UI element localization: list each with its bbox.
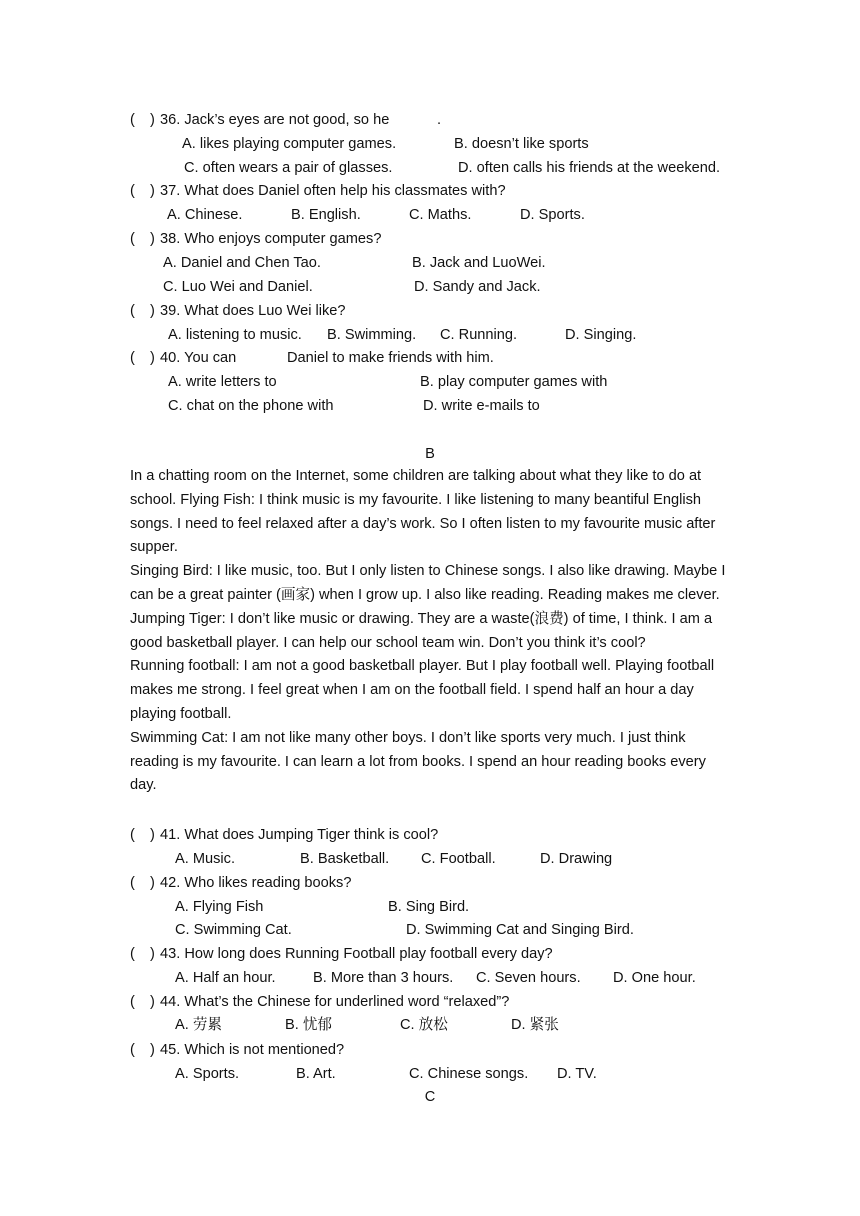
answer-paren-close: ) — [150, 303, 155, 319]
answer-paren-close: ) — [150, 1042, 155, 1058]
option-b: B. doesn’t like sports — [454, 136, 589, 152]
answer-paren-close: ) — [150, 946, 155, 962]
question-stem: 41. What does Jumping Tiger think is cool? — [160, 827, 439, 843]
answer-paren-open: ( — [130, 303, 135, 319]
question-stem: 37. What does Daniel often help his classmates with? — [160, 183, 506, 199]
option-c: C. Football. — [421, 851, 496, 867]
option-a: A. Chinese. — [167, 207, 243, 223]
option-c: C. Running. — [440, 327, 518, 343]
option-b: B. Jack and LuoWei. — [412, 255, 546, 271]
option-b: B. 忧郁 — [285, 1017, 333, 1033]
answer-paren-open: ( — [130, 875, 135, 891]
option-a: A. Sports. — [175, 1066, 240, 1082]
option-a: A. Half an hour. — [175, 970, 276, 986]
option-b: B. Sing Bird. — [388, 899, 470, 915]
option-c: C. Luo Wei and Daniel. — [163, 279, 313, 295]
option-d: D. Swimming Cat and Singing Bird. — [406, 922, 634, 938]
answer-paren-open: ( — [130, 112, 135, 128]
option-b: B. English. — [291, 207, 361, 223]
passage-paragraph: In a chatting room on the Internet, some children are talking about what they like to do at school. Flying Fish: I think music is my favourite. I like listening to many beantiful English songs. I need to feel relaxed after a day’s work. So I often listen to my favourite music after supper. — [130, 468, 716, 556]
option-c: C. Seven hours. — [476, 970, 581, 986]
passage-paragraph: Running football: I am not a good basketball player. But I play football well. Playing football makes me strong. I feel great when I am on the football field. I spend half an hour a day playing football. — [130, 658, 715, 722]
option-a: A. Daniel and Chen Tao. — [163, 255, 321, 271]
answer-paren-open: ( — [130, 994, 135, 1010]
option-d: D. Sports. — [520, 207, 585, 223]
answer-paren-close: ) — [150, 112, 155, 128]
option-c: C. Swimming Cat. — [175, 922, 292, 938]
answer-paren-close: ) — [150, 231, 155, 247]
option-d: D. Singing. — [565, 327, 637, 343]
blank-end: . — [437, 112, 442, 128]
option-a: A. listening to music. — [168, 327, 302, 343]
passage-paragraph: Singing Bird: I like music, too. But I only listen to Chinese songs. I also like drawing. Maybe I can be a great painter (画家) when I grow up. I also like reading. Reading makes me clever. — [130, 563, 726, 603]
option-b: B. Basketball. — [300, 851, 390, 867]
answer-paren-open: ( — [130, 1042, 135, 1058]
option-d: D. write e-mails to — [423, 398, 540, 414]
answer-paren-close: ) — [150, 994, 155, 1010]
option-a: A. likes playing computer games. — [182, 136, 397, 152]
question-stem: 38. Who enjoys computer games? — [160, 231, 382, 247]
answer-paren-close: ) — [150, 875, 155, 891]
option-d: D. Drawing — [540, 851, 613, 867]
answer-paren-open: ( — [130, 827, 135, 843]
option-b: B. play computer games with — [420, 374, 608, 390]
option-a: A. Music. — [175, 851, 236, 867]
option-c: C. chat on the phone with — [168, 398, 334, 414]
answer-paren-open: ( — [130, 350, 135, 366]
option-d: D. TV. — [557, 1066, 597, 1082]
option-d: D. 紧张 — [511, 1017, 559, 1033]
option-a: A. Flying Fish — [175, 899, 264, 915]
question-stem: 42. Who likes reading books? — [160, 875, 352, 891]
passage-paragraph: Swimming Cat: I am not like many other boys. I don’t like sports very much. I just think reading is my favourite. I can learn a lot from books. I spend an hour reading books every day. — [130, 729, 706, 794]
option-d: D. Sandy and Jack. — [414, 279, 541, 295]
option-a: A. write letters to — [168, 374, 277, 390]
question-stem: 43. How long does Running Football play football every day? — [160, 946, 553, 962]
option-b: B. More than 3 hours. — [313, 970, 454, 986]
answer-paren-open: ( — [130, 946, 135, 962]
option-c: C. 放松 — [400, 1017, 448, 1033]
question-stem: 40. You can — [160, 350, 237, 366]
option-d: D. often calls his friends at the weekend. — [458, 160, 721, 176]
option-c: C. often wears a pair of glasses. — [184, 160, 393, 176]
answer-paren-close: ) — [150, 827, 155, 843]
answer-paren-close: ) — [150, 350, 155, 366]
passage-paragraph: Jumping Tiger: I don’t like music or drawing. They are a waste(浪费) of time, I think. I am a good basketball player. I can help our school team win. Don’t you think it’s cool? — [130, 610, 713, 651]
reading-passage — [130, 465, 732, 798]
option-b: B. Art. — [296, 1066, 336, 1082]
question-stem: 39. What does Luo Wei like? — [160, 303, 346, 319]
question-stem: 45. Which is not mentioned? — [160, 1042, 345, 1058]
option-d: D. One hour. — [613, 970, 696, 986]
question-stem: 44. What’s the Chinese for underlined word “relaxed”? — [160, 994, 510, 1010]
option-b: B. Swimming. — [327, 327, 417, 343]
question-stem: 36. Jack’s eyes are not good, so he — [160, 112, 390, 128]
question-stem-continued: Daniel to make friends with him. — [287, 350, 494, 366]
answer-paren-open: ( — [130, 183, 135, 199]
section-b-heading: B — [425, 446, 435, 462]
option-a: A. 劳累 — [175, 1017, 223, 1033]
section-c-heading: C — [424, 1089, 436, 1105]
answer-paren-close: ) — [150, 183, 155, 199]
option-c: C. Maths. — [409, 207, 472, 223]
answer-paren-open: ( — [130, 231, 135, 247]
option-c: C. Chinese songs. — [409, 1066, 529, 1082]
